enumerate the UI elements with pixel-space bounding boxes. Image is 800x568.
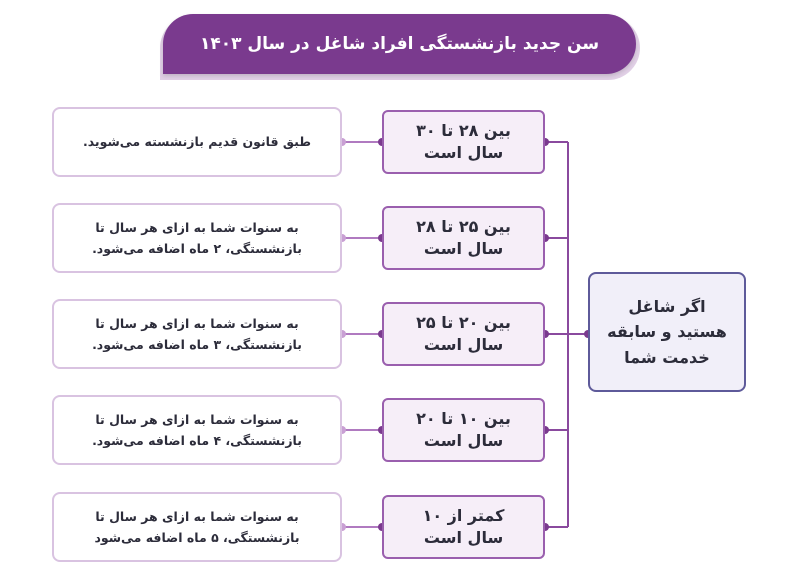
range-box-3 — [382, 302, 545, 366]
rule-text: طبق قانون قدیم بازنشسته می‌شوید. — [82, 134, 312, 150]
condition-line-3: خدمت شما — [624, 347, 710, 367]
condition-box — [588, 272, 746, 392]
range-line-2: سال است — [423, 335, 504, 354]
range-box-4 — [382, 398, 545, 462]
range-line-1: بین ۲۸ تا ۳۰ — [416, 121, 511, 141]
rule-box-4 — [52, 395, 342, 465]
range-line-2: سال است — [423, 431, 504, 450]
rule-text: به سنوات شما به ازای هر سال تا بازنشستگی، ۲ ماه اضافه می‌شود. — [92, 219, 302, 256]
range-line-2: سال است — [423, 143, 504, 162]
range-line-1: بین ۲۵ تا ۲۸ — [416, 217, 511, 237]
rule-text: به سنوات شما به ازای هر سال تا بازنشستگی، ۳ ماه اضافه می‌شود. — [92, 315, 302, 352]
range-box-1 — [382, 110, 545, 174]
rule-box-2 — [52, 203, 342, 273]
range-line-1: کمتر از ۱۰ — [422, 506, 505, 526]
condition-line-1: اگر شاغل — [628, 296, 706, 316]
rule-box-3 — [52, 299, 342, 369]
page-title-text: سن جدید بازنشستگی افراد شاغل در سال ۱۴۰۳ — [199, 34, 600, 54]
range-line-1: بین ۲۰ تا ۲۵ — [416, 313, 511, 333]
range-line-2: سال است — [423, 528, 504, 547]
range-box-5 — [382, 495, 545, 559]
range-box-2 — [382, 206, 545, 270]
rule-box-1 — [52, 107, 342, 177]
rule-text: به سنوات شما به ازای هر سال تا بازنشستگی، ۴ ماه اضافه می‌شود. — [92, 411, 302, 448]
rule-box-5 — [52, 492, 342, 562]
range-line-2: سال است — [423, 239, 504, 258]
range-line-1: بین ۱۰ تا ۲۰ — [416, 409, 511, 429]
rule-text: به سنوات شما به ازای هر سال تا بازنشستگی، ۵ ماه اضافه می‌شود — [94, 508, 300, 545]
condition-line-2: هستید و سابقه — [607, 322, 727, 342]
